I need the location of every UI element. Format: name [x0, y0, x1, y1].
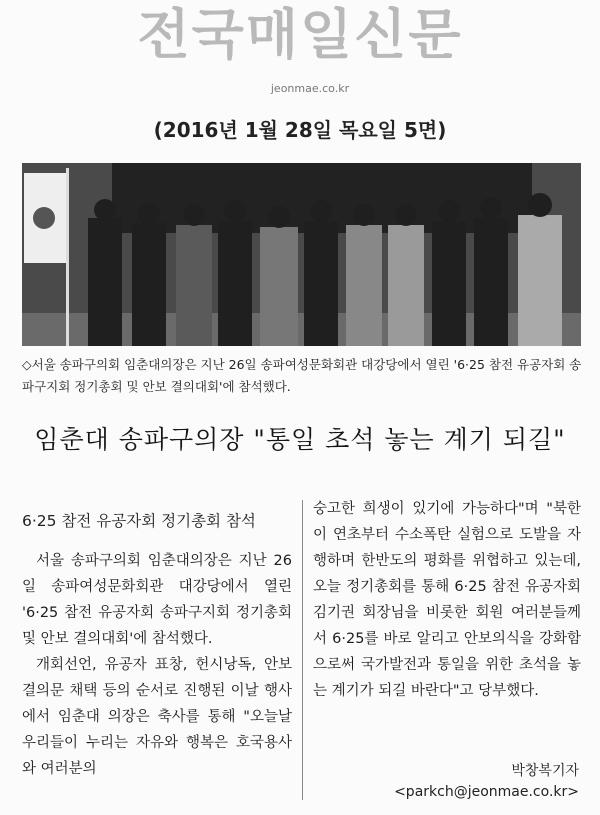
article-subheadline: 6·25 참전 유공자회 정기총회 참석 [22, 512, 256, 530]
column-divider [302, 500, 303, 800]
reporter-byline: 박창복기자 [511, 763, 579, 779]
reporter-email[interactable]: <parkch@jeonmae.co.kr> [394, 784, 579, 800]
publication-dateline: (2016년 1월 28일 목요일 5면) [153, 118, 447, 142]
article-paragraph: 숭고한 희생이 있기에 가능하다"며 "북한이 연초부터 수소폭탄 실험으로 도발을 자행하며 한반도의 평화를 위협하고 있는데, 오늘 정기총회를 통해 6·25 참전 유공자회 김기권 회장님을 비롯한 회원 여러분들께서 6·25를 바로 알리고 안보의식을 강화함으로써 국가발전과 통일을 위한 초석을 놓는 계기가 되길 바란다"고 당부했다. [313, 501, 581, 699]
article-column-right [313, 496, 581, 704]
newspaper-name: 전국매일신문 [137, 3, 463, 66]
article-headline: 임춘대 송파구의장 "통일 초석 놓는 계기 되길" [34, 425, 566, 454]
article-column-left [22, 548, 292, 782]
article-paragraph: 서울 송파구의회 임춘대의장은 지난 26일 송파여성문화회관 대강당에서 열린 '6·25 참전 유공자회 송파구지회 정기총회 및 안보 결의대회'에 참석했다. [22, 553, 292, 647]
photo-caption: ◇서울 송파구의회 임춘대의장은 지난 26일 송파여성문화회관 대강당에서 열린 '6·25 참전 유공자회 송파구지회 정기총회 및 안보 결의대회'에 참석했다. [22, 357, 582, 394]
news-photo [22, 163, 581, 346]
newspaper-domain: jeonmae.co.kr [270, 82, 350, 95]
article-paragraph: 개회선언, 유공자 표창, 헌시낭독, 안보결의문 채택 등의 순서로 진행된 이날 행사에서 임춘대 의장은 축사를 통해 "오늘날 우리들이 누리는 자유와 행복은 호국용사와 여러분의 [22, 657, 292, 777]
